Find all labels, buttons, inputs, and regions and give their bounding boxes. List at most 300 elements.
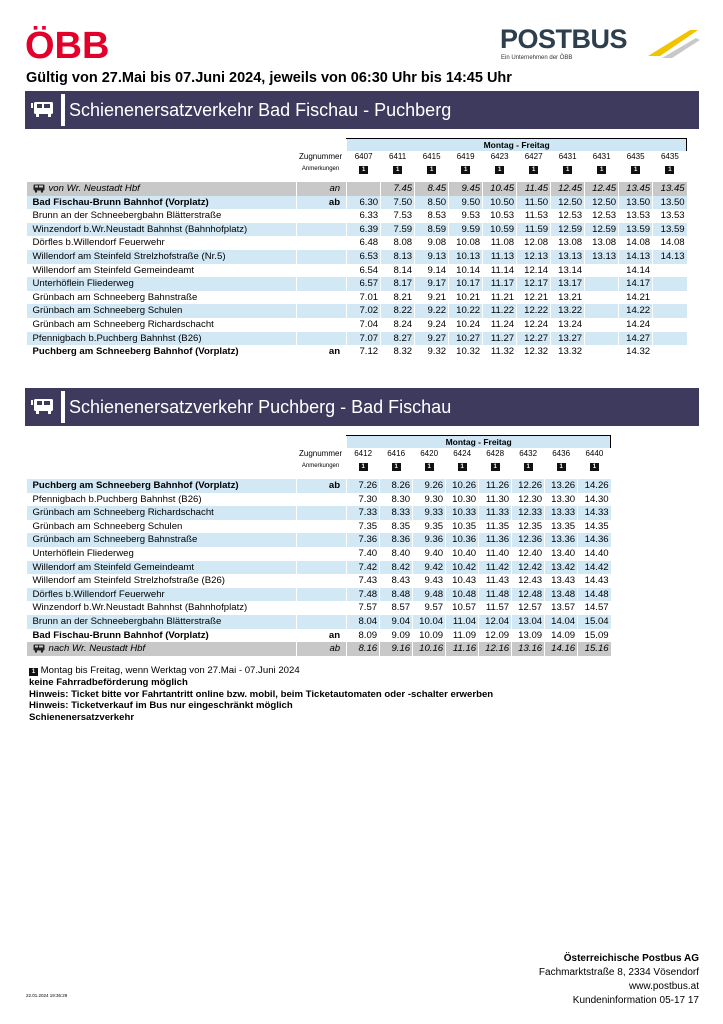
station-label: Brunn an der Schneebergbahn Blätterstraße bbox=[32, 210, 222, 222]
train-number: 6407 bbox=[347, 151, 381, 162]
station-label: Winzendorf b.Wr.Neustadt Bahnhst (Bahnhofplatz) bbox=[32, 602, 248, 614]
train-number: 6427 bbox=[517, 151, 551, 162]
departure-time: 11.32 bbox=[483, 345, 517, 359]
departure-time: 13.35 bbox=[545, 520, 578, 534]
departure-time bbox=[585, 291, 619, 305]
annotation-cell bbox=[347, 162, 381, 176]
departure-time: 9.27 bbox=[415, 332, 449, 346]
footnote-badge: 1 bbox=[393, 166, 402, 174]
departure-time: 6.48 bbox=[347, 236, 381, 250]
departure-time: 13.33 bbox=[545, 506, 578, 520]
annotation-row bbox=[27, 459, 611, 473]
departure-time: 8.45 bbox=[415, 182, 449, 196]
departure-time: 11.14 bbox=[483, 264, 517, 278]
departure-time: 8.59 bbox=[415, 223, 449, 237]
arr-dep-marker bbox=[297, 520, 347, 534]
departure-time: 9.40 bbox=[413, 547, 446, 561]
departure-time: 10.22 bbox=[449, 304, 483, 318]
station-name bbox=[27, 588, 297, 602]
arr-dep-marker: an bbox=[297, 629, 347, 643]
departure-time: 11.04 bbox=[446, 615, 479, 629]
departure-time: 12.30 bbox=[512, 493, 545, 507]
departure-time: 12.45 bbox=[585, 182, 619, 196]
departure-time: 11.24 bbox=[483, 318, 517, 332]
departure-time bbox=[653, 277, 687, 291]
departure-time: 12.16 bbox=[479, 642, 512, 656]
station-label: Willendorf am Steinfeld Gemeindeamt bbox=[32, 561, 195, 573]
departure-time: 14.09 bbox=[545, 629, 578, 643]
arr-dep-marker bbox=[297, 332, 347, 346]
footnote-badge: 1 bbox=[425, 463, 434, 471]
departure-time: 14.17 bbox=[619, 277, 653, 291]
departure-time: 9.08 bbox=[415, 236, 449, 250]
obb-logo-graphic bbox=[25, 26, 129, 62]
arr-dep-marker bbox=[297, 533, 347, 547]
departure-time: 13.13 bbox=[551, 250, 585, 264]
departure-time: 12.45 bbox=[551, 182, 585, 196]
footnotes bbox=[29, 665, 493, 724]
departure-time: 11.59 bbox=[517, 223, 551, 237]
footnote-badge: 1 bbox=[491, 463, 500, 471]
annotation-cell bbox=[512, 459, 545, 473]
train-number: 6415 bbox=[415, 151, 449, 162]
departure-time: 10.09 bbox=[413, 629, 446, 643]
footnote-3: Hinweis: Ticket bitte vor Fahrtantritt online bzw. mobil, beim Ticketautomaten oder -schalter erwerben bbox=[29, 688, 494, 700]
departure-time: 12.59 bbox=[585, 223, 619, 237]
departure-time: 10.27 bbox=[449, 332, 483, 346]
departure-time: 15.16 bbox=[578, 642, 611, 656]
departure-time: 14.13 bbox=[653, 250, 687, 264]
footnote-badge: 1 bbox=[631, 166, 640, 174]
postbus-swoosh-icon bbox=[640, 26, 700, 62]
validity-notice: Gültig von 27.Mai bis 07.Juni 2024, jeweils von 06:30 Uhr bis 14:45 Uhr bbox=[26, 70, 512, 86]
station-name bbox=[27, 533, 297, 547]
departure-time: 13.08 bbox=[585, 236, 619, 250]
bus-icon-box bbox=[25, 388, 61, 426]
departure-time: 9.16 bbox=[380, 642, 413, 656]
arr-dep-marker bbox=[297, 615, 347, 629]
departure-time: 14.42 bbox=[578, 561, 611, 575]
departure-time: 10.16 bbox=[413, 642, 446, 656]
departure-time bbox=[653, 291, 687, 305]
departure-time bbox=[585, 304, 619, 318]
arr-dep-marker bbox=[297, 223, 347, 237]
departure-time: 11.57 bbox=[479, 601, 512, 615]
footer bbox=[539, 952, 699, 1008]
station-label: Bad Fischau-Brunn Bahnhof (Vorplatz) bbox=[32, 196, 209, 208]
departure-time bbox=[347, 182, 381, 196]
departure-time: 8.43 bbox=[380, 574, 413, 588]
arr-dep-marker: an bbox=[297, 182, 347, 196]
route-banner-1 bbox=[25, 91, 699, 129]
timetable-row bbox=[27, 277, 687, 291]
route-banner-2 bbox=[25, 388, 699, 426]
departure-time: 13.22 bbox=[551, 304, 585, 318]
departure-time: 7.59 bbox=[381, 223, 415, 237]
timetable-row bbox=[27, 250, 687, 264]
footnote-badge: 1 bbox=[458, 463, 467, 471]
departure-time bbox=[585, 345, 619, 359]
departure-time: 13.59 bbox=[653, 223, 687, 237]
departure-time: 9.17 bbox=[415, 277, 449, 291]
departure-time: 12.27 bbox=[517, 332, 551, 346]
departure-time bbox=[585, 264, 619, 278]
timetable-row bbox=[27, 318, 687, 332]
departure-time: 14.08 bbox=[619, 236, 653, 250]
departure-time: 10.14 bbox=[449, 264, 483, 278]
departure-time: 11.40 bbox=[479, 547, 512, 561]
footnote-badge: 1 bbox=[461, 166, 470, 174]
train-number-row bbox=[27, 151, 687, 162]
departure-time: 11.35 bbox=[479, 520, 512, 534]
departure-time: 6.54 bbox=[347, 264, 381, 278]
timetable-row bbox=[27, 223, 687, 237]
departure-time: 12.22 bbox=[517, 304, 551, 318]
departure-time: 10.30 bbox=[446, 493, 479, 507]
departure-time: 9.36 bbox=[413, 533, 446, 547]
departure-time: 12.48 bbox=[512, 588, 545, 602]
departure-time: 7.45 bbox=[381, 182, 415, 196]
departure-time: 10.04 bbox=[413, 615, 446, 629]
departure-time: 7.53 bbox=[381, 209, 415, 223]
departure-time: 13.45 bbox=[653, 182, 687, 196]
timetable-row bbox=[27, 629, 611, 643]
station-label: Pfennigbach b.Puchberg Bahnhst (B26) bbox=[32, 332, 202, 344]
annotation-label: Anmerkungen bbox=[297, 162, 347, 176]
footnote-badge: 1 bbox=[590, 463, 599, 471]
train-number: 6424 bbox=[446, 448, 479, 459]
departure-time: 10.13 bbox=[449, 250, 483, 264]
departure-time: 14.13 bbox=[619, 250, 653, 264]
station-label: Grünbach am Schneeberg Richardschacht bbox=[32, 318, 214, 330]
footnote-badge: 1 bbox=[597, 166, 606, 174]
station-label: Dörfles b.Willendorf Feuerwehr bbox=[32, 588, 165, 600]
departure-time: 13.42 bbox=[545, 561, 578, 575]
departure-time: 10.36 bbox=[446, 533, 479, 547]
station-label: Willendorf am Steinfeld Gemeindeamt bbox=[32, 264, 195, 276]
station-label: Puchberg am Schneeberg Bahnhof (Vorplatz) bbox=[32, 480, 239, 491]
departure-time: 15.09 bbox=[578, 629, 611, 643]
departure-time: 8.21 bbox=[381, 291, 415, 305]
timetable-row bbox=[27, 520, 611, 534]
departure-time: 11.33 bbox=[479, 506, 512, 520]
station-name bbox=[27, 209, 297, 223]
timetable-row bbox=[27, 493, 611, 507]
station-label: Pfennigbach b.Puchberg Bahnhst (B26) bbox=[32, 493, 202, 505]
arr-dep-marker bbox=[297, 547, 347, 561]
departure-time: 12.13 bbox=[517, 250, 551, 264]
obb-logo-text: ÖBB bbox=[25, 26, 110, 62]
departure-time bbox=[585, 277, 619, 291]
station-label: Unterhöflein Fliederweg bbox=[32, 547, 134, 559]
departure-time: 14.21 bbox=[619, 291, 653, 305]
station-label: Willendorf am Steinfeld Strelzhofstraße (Nr.5) bbox=[32, 250, 226, 262]
timetable-1 bbox=[26, 138, 687, 359]
train-number: 6432 bbox=[512, 448, 545, 459]
departure-time: 13.04 bbox=[512, 615, 545, 629]
departure-time: 10.35 bbox=[446, 520, 479, 534]
annotation-cell bbox=[551, 162, 585, 176]
timetable-row bbox=[27, 264, 687, 278]
annotation-cell bbox=[446, 459, 479, 473]
route-title-1: Schienenersatzverkehr Bad Fischau - Puchberg bbox=[69, 100, 452, 120]
departure-time: 13.17 bbox=[551, 277, 585, 291]
timetable-row bbox=[27, 182, 687, 196]
departure-time: 14.36 bbox=[578, 533, 611, 547]
timetable-row bbox=[27, 506, 611, 520]
departure-time: 7.42 bbox=[347, 561, 380, 575]
departure-time: 7.01 bbox=[347, 291, 381, 305]
station-name bbox=[27, 547, 297, 561]
departure-time: 9.30 bbox=[413, 493, 446, 507]
station-name bbox=[27, 479, 297, 493]
departure-time bbox=[653, 332, 687, 346]
arr-dep-marker bbox=[297, 264, 347, 278]
departure-time: 8.33 bbox=[380, 506, 413, 520]
train-number-label: Zugnummer bbox=[297, 151, 347, 162]
departure-time: 8.22 bbox=[381, 304, 415, 318]
departure-time: 12.50 bbox=[551, 196, 585, 210]
departure-time: 9.57 bbox=[413, 601, 446, 615]
arr-dep-marker bbox=[297, 601, 347, 615]
station-label: Unterhöflein Fliederweg bbox=[32, 278, 134, 290]
banner-separator bbox=[61, 94, 65, 126]
departure-time: 11.26 bbox=[479, 479, 512, 493]
annotation-cell bbox=[619, 162, 653, 176]
departure-time: 11.30 bbox=[479, 493, 512, 507]
departure-time: 13.57 bbox=[545, 601, 578, 615]
footer-address: Fachmarktstraße 8, 2334 Vösendorf bbox=[538, 967, 699, 978]
footnote-1-text: Montag bis Freitag, wenn Werktag von 27.Mai - 07.Juni 2024 bbox=[40, 665, 300, 676]
departure-time: 8.26 bbox=[380, 479, 413, 493]
departure-time: 7.57 bbox=[347, 601, 380, 615]
departure-time: 9.09 bbox=[380, 629, 413, 643]
station-name bbox=[27, 291, 297, 305]
arr-dep-marker: ab bbox=[297, 642, 347, 656]
departure-time: 11.09 bbox=[446, 629, 479, 643]
timetable-row bbox=[27, 196, 687, 210]
departure-time: 14.30 bbox=[578, 493, 611, 507]
departure-time: 11.13 bbox=[483, 250, 517, 264]
departure-time: 12.32 bbox=[517, 345, 551, 359]
departure-time: 8.40 bbox=[380, 547, 413, 561]
departure-time: 7.02 bbox=[347, 304, 381, 318]
annotation-cell bbox=[479, 459, 512, 473]
annotation-cell bbox=[415, 162, 449, 176]
departure-time: 12.21 bbox=[517, 291, 551, 305]
departure-time: 11.21 bbox=[483, 291, 517, 305]
departure-time: 10.43 bbox=[446, 574, 479, 588]
departure-time: 12.09 bbox=[479, 629, 512, 643]
bus-icon bbox=[33, 644, 45, 653]
departure-time: 8.53 bbox=[415, 209, 449, 223]
departure-time: 13.26 bbox=[545, 479, 578, 493]
timetable-row bbox=[27, 291, 687, 305]
bus-icon bbox=[33, 184, 45, 193]
train-number: 6435 bbox=[619, 151, 653, 162]
departure-time: 12.33 bbox=[512, 506, 545, 520]
station-label: nach Wr. Neustadt Hbf bbox=[48, 643, 146, 655]
departure-time bbox=[653, 264, 687, 278]
arr-dep-marker bbox=[297, 506, 347, 520]
departure-time: 14.14 bbox=[619, 264, 653, 278]
departure-time: 13.36 bbox=[545, 533, 578, 547]
departure-time: 14.43 bbox=[578, 574, 611, 588]
arr-dep-marker bbox=[297, 493, 347, 507]
timetable-row bbox=[27, 574, 611, 588]
timetable-row bbox=[27, 304, 687, 318]
departure-time: 13.50 bbox=[619, 196, 653, 210]
arr-dep-marker bbox=[297, 250, 347, 264]
banner-separator bbox=[61, 391, 65, 423]
footnote-5: Schienenersatzverkehr bbox=[29, 712, 135, 724]
departure-time: 10.24 bbox=[449, 318, 483, 332]
departure-time: 14.32 bbox=[619, 345, 653, 359]
annotation-cell bbox=[380, 459, 413, 473]
departure-time: 12.17 bbox=[517, 277, 551, 291]
departure-time: 10.42 bbox=[446, 561, 479, 575]
annotation-cell bbox=[381, 162, 415, 176]
departure-time: 11.43 bbox=[479, 574, 512, 588]
departure-time: 7.12 bbox=[347, 345, 381, 359]
station-name bbox=[27, 493, 297, 507]
station-name bbox=[27, 561, 297, 575]
arr-dep-marker bbox=[297, 277, 347, 291]
footnote-1 bbox=[29, 665, 493, 677]
departure-time: 10.21 bbox=[449, 291, 483, 305]
departure-time: 12.43 bbox=[512, 574, 545, 588]
departure-time: 14.33 bbox=[578, 506, 611, 520]
departure-time: 8.36 bbox=[380, 533, 413, 547]
timetable-row bbox=[27, 533, 611, 547]
departure-time bbox=[653, 345, 687, 359]
footnote-badge: 1 bbox=[665, 166, 674, 174]
arr-dep-marker bbox=[297, 236, 347, 250]
departure-time: 8.14 bbox=[381, 264, 415, 278]
departure-time bbox=[653, 304, 687, 318]
timetable-row bbox=[27, 332, 687, 346]
footer-web: www.postbus.at bbox=[628, 981, 699, 992]
station-name bbox=[27, 506, 297, 520]
departure-time: 9.26 bbox=[413, 479, 446, 493]
arr-dep-marker: ab bbox=[297, 479, 347, 493]
timetable-row bbox=[27, 601, 611, 615]
departure-time: 13.59 bbox=[619, 223, 653, 237]
timetable-row bbox=[27, 236, 687, 250]
station-name bbox=[27, 332, 297, 346]
bus-icon bbox=[25, 388, 61, 426]
departure-time: 10.32 bbox=[449, 345, 483, 359]
departure-time: 12.42 bbox=[512, 561, 545, 575]
departure-time: 10.45 bbox=[483, 182, 517, 196]
departure-time: 8.24 bbox=[381, 318, 415, 332]
station-name bbox=[27, 250, 297, 264]
station-name bbox=[27, 574, 297, 588]
footnote-badge: 1 bbox=[359, 463, 368, 471]
obb-logo bbox=[25, 26, 129, 67]
station-name bbox=[27, 615, 297, 629]
arr-dep-marker: ab bbox=[297, 196, 347, 210]
train-number: 6440 bbox=[578, 448, 611, 459]
departure-time: 8.04 bbox=[347, 615, 380, 629]
departure-time: 7.48 bbox=[347, 588, 380, 602]
station-name bbox=[27, 520, 297, 534]
departure-time: 10.53 bbox=[483, 209, 517, 223]
station-label: Bad Fischau-Brunn Bahnhof (Vorplatz) bbox=[32, 629, 209, 641]
annotation-label: Anmerkungen bbox=[297, 459, 347, 473]
arr-dep-marker bbox=[297, 291, 347, 305]
days-header: Montag - Freitag bbox=[347, 139, 687, 152]
departure-time: 6.57 bbox=[347, 277, 381, 291]
bus-icon-box bbox=[25, 91, 61, 129]
timetable-row bbox=[27, 561, 611, 575]
station-name bbox=[27, 629, 297, 643]
departure-time: 9.45 bbox=[449, 182, 483, 196]
departure-time: 13.27 bbox=[551, 332, 585, 346]
footnote-badge: 1 bbox=[29, 668, 38, 676]
departure-time: 10.17 bbox=[449, 277, 483, 291]
departure-time: 9.04 bbox=[380, 615, 413, 629]
departure-time: 7.43 bbox=[347, 574, 380, 588]
train-number-row bbox=[27, 448, 611, 459]
departure-time: 12.08 bbox=[517, 236, 551, 250]
station-label: Puchberg am Schneeberg Bahnhof (Vorplatz) bbox=[32, 346, 239, 358]
departure-time: 14.26 bbox=[578, 479, 611, 493]
departure-time: 9.59 bbox=[449, 223, 483, 237]
departure-time: 6.30 bbox=[347, 196, 381, 210]
departure-time: 7.07 bbox=[347, 332, 381, 346]
train-number: 6431 bbox=[585, 151, 619, 162]
departure-time: 9.22 bbox=[415, 304, 449, 318]
departure-time: 11.17 bbox=[483, 277, 517, 291]
departure-time: 7.36 bbox=[347, 533, 380, 547]
departure-time: 7.40 bbox=[347, 547, 380, 561]
departure-time: 11.50 bbox=[517, 196, 551, 210]
arr-dep-marker bbox=[297, 561, 347, 575]
annotation-cell bbox=[653, 162, 687, 176]
timetable-row bbox=[27, 479, 611, 493]
station-name bbox=[27, 196, 297, 210]
annotation-row bbox=[27, 162, 687, 176]
departure-time: 14.24 bbox=[619, 318, 653, 332]
departure-time: 7.26 bbox=[347, 479, 380, 493]
footer-info: Kundeninformation 05-17 17 bbox=[572, 995, 699, 1006]
arr-dep-marker bbox=[297, 318, 347, 332]
departure-time: 14.04 bbox=[545, 615, 578, 629]
departure-time: 10.33 bbox=[446, 506, 479, 520]
days-header: Montag - Freitag bbox=[347, 436, 611, 449]
arr-dep-marker: an bbox=[297, 345, 347, 359]
departure-time: 15.04 bbox=[578, 615, 611, 629]
days-header-row bbox=[27, 436, 611, 449]
station-label: Grünbach am Schneeberg Bahnstraße bbox=[32, 291, 198, 303]
station-label: von Wr. Neustadt Hbf bbox=[48, 183, 140, 194]
postbus-tagline: Ein Unternehmen der ÖBB bbox=[501, 55, 573, 61]
departure-time: 13.24 bbox=[551, 318, 585, 332]
departure-time: 8.32 bbox=[381, 345, 415, 359]
departure-time: 14.48 bbox=[578, 588, 611, 602]
timetable-row bbox=[27, 547, 611, 561]
departure-time: 11.27 bbox=[483, 332, 517, 346]
departure-time: 9.13 bbox=[415, 250, 449, 264]
station-name bbox=[27, 182, 297, 196]
train-number: 6416 bbox=[380, 448, 413, 459]
station-label: Dörfles b.Willendorf Feuerwehr bbox=[32, 237, 165, 249]
arr-dep-marker bbox=[297, 574, 347, 588]
annotation-cell bbox=[517, 162, 551, 176]
annotation-cell bbox=[585, 162, 619, 176]
departure-time: 8.16 bbox=[347, 642, 380, 656]
